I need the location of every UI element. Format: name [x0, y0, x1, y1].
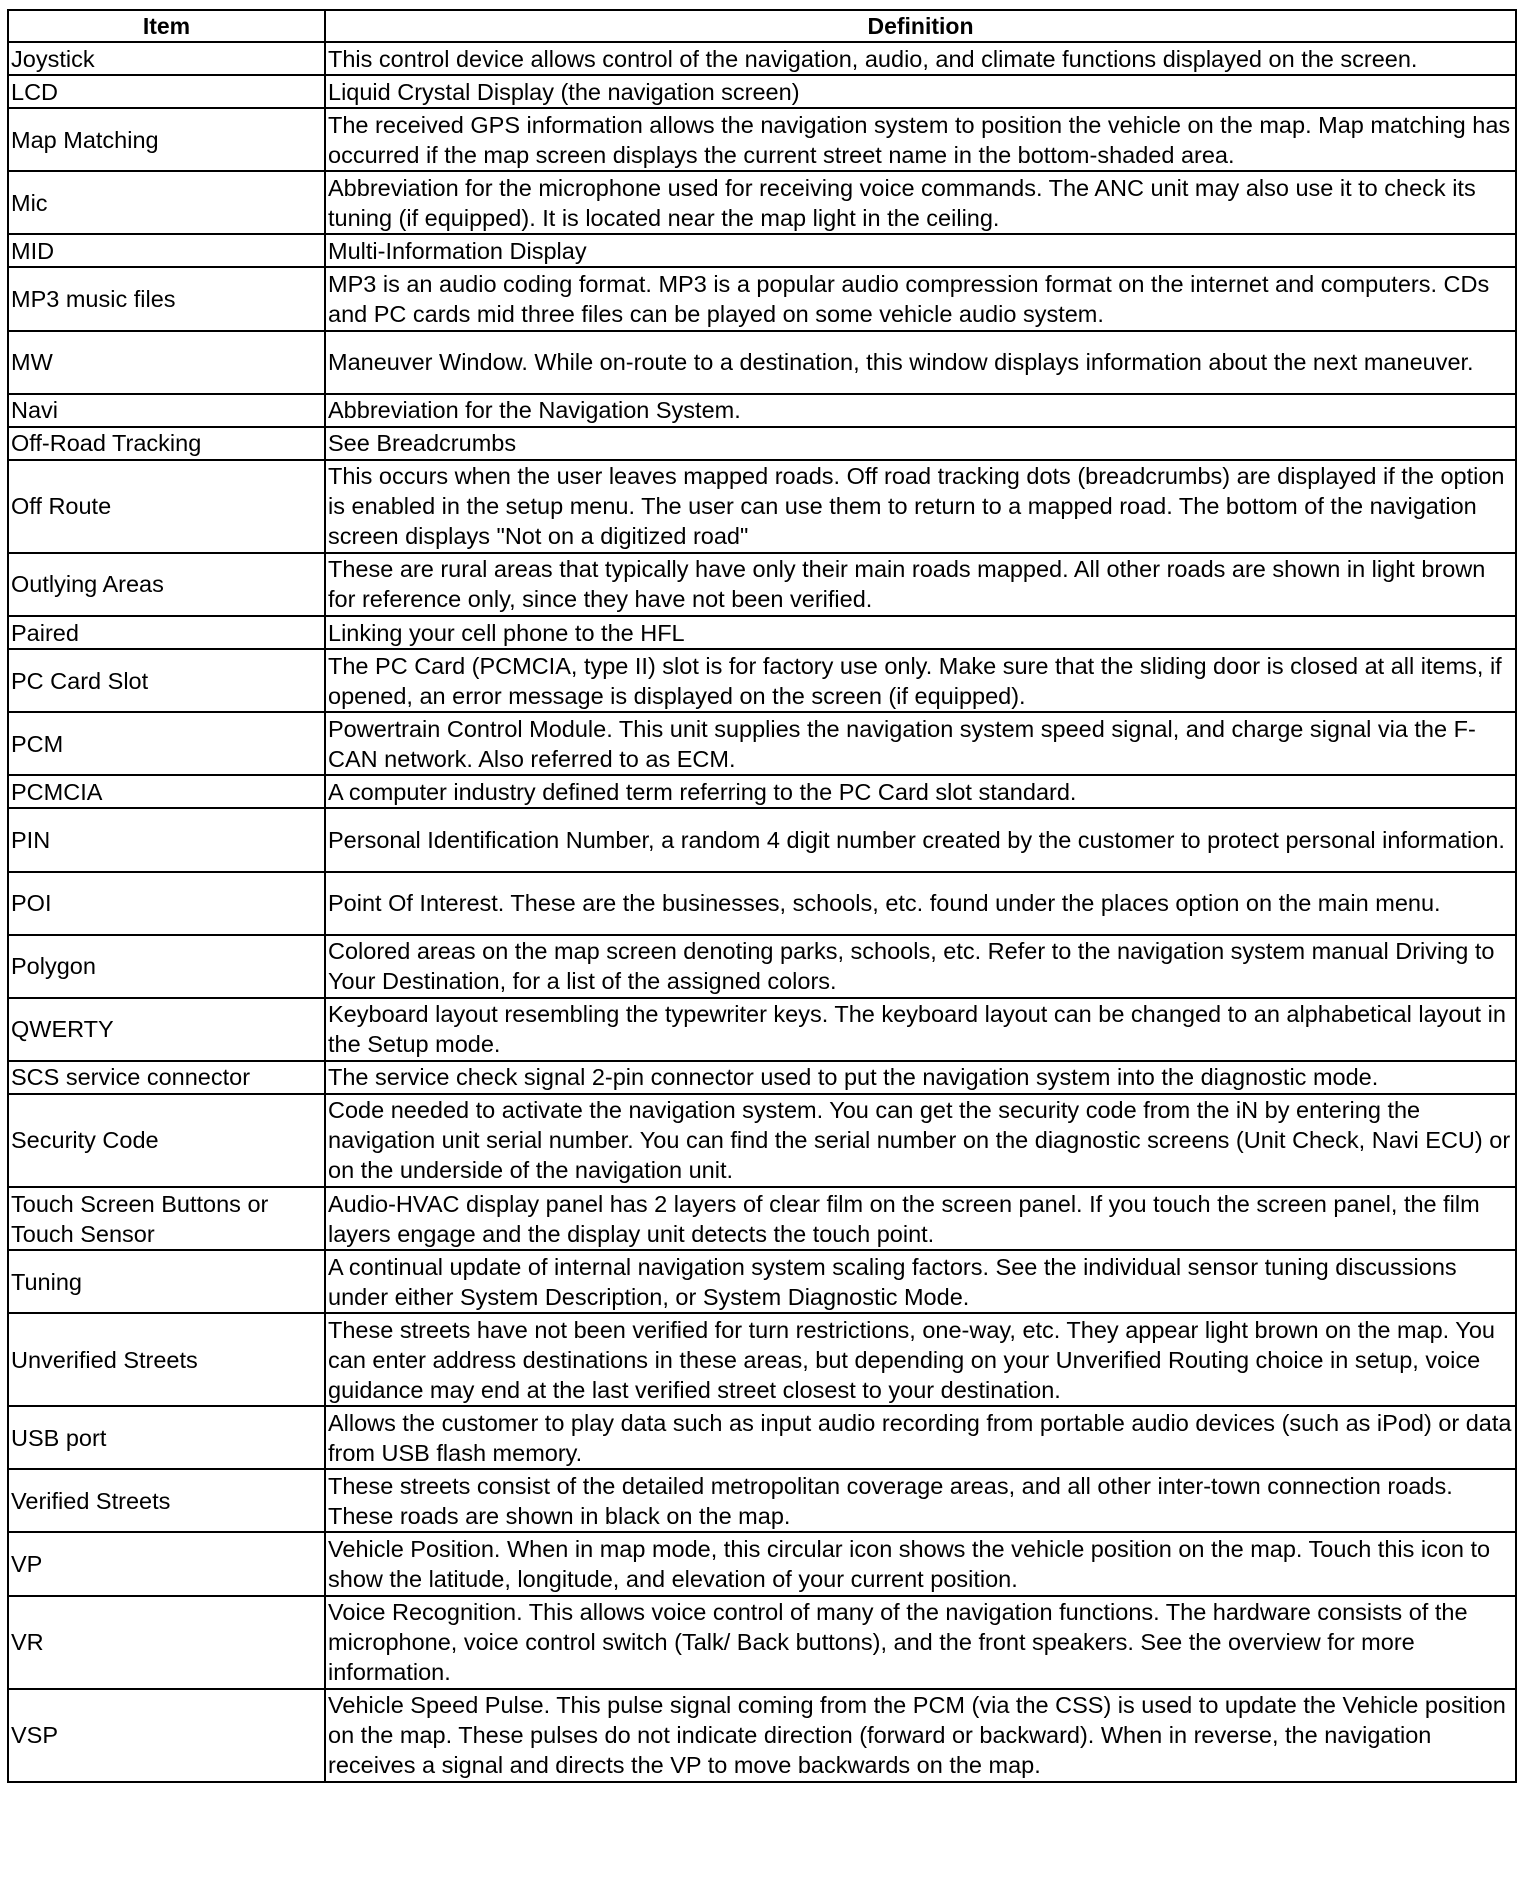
definition-cell: Audio-HVAC display panel has 2 layers of clear film on the screen panel. If you touch the screen panel, the film layers engage and the display unit detects the touch point. [325, 1187, 1516, 1250]
table-row [8, 616, 1516, 649]
glossary-table [7, 9, 1517, 1783]
definition-cell: This control device allows control of the navigation, audio, and climate functions displayed on the screen. [325, 42, 1516, 75]
table-row [8, 234, 1516, 267]
item-cell: Unverified Streets [8, 1313, 325, 1406]
item-cell: MID [8, 234, 325, 267]
item-cell: Map Matching [8, 108, 325, 171]
definition-cell: These streets consist of the detailed metropolitan coverage areas, and all other inter-town connection roads. These roads are shown in black on the map. [325, 1469, 1516, 1532]
item-cell: VSP [8, 1689, 325, 1782]
table-row [8, 712, 1516, 775]
table-row [8, 1187, 1516, 1250]
item-cell: Security Code [8, 1094, 325, 1187]
item-cell: SCS service connector [8, 1061, 325, 1094]
table-row [8, 1689, 1516, 1782]
definition-cell: Abbreviation for the Navigation System. [325, 394, 1516, 427]
definition-cell: Linking your cell phone to the HFL [325, 616, 1516, 649]
item-cell: Verified Streets [8, 1469, 325, 1532]
item-cell: Paired [8, 616, 325, 649]
item-cell: POI [8, 872, 325, 935]
definition-cell: Maneuver Window. While on-route to a destination, this window displays information about the next maneuver. [325, 331, 1516, 394]
item-cell: Touch Screen Buttons or Touch Sensor [8, 1187, 325, 1250]
item-cell: Outlying Areas [8, 553, 325, 616]
item-cell: Navi [8, 394, 325, 427]
table-row [8, 1406, 1516, 1469]
item-cell: Off-Road Tracking [8, 427, 325, 460]
table-row [8, 75, 1516, 108]
table-row [8, 872, 1516, 935]
definition-cell: These are rural areas that typically have only their main roads mapped. All other roads are shown in light brown for reference only, since they have not been verified. [325, 553, 1516, 616]
item-cell: Mic [8, 171, 325, 234]
table-row [8, 108, 1516, 171]
table-row [8, 460, 1516, 553]
table-row [8, 267, 1516, 330]
table-row [8, 775, 1516, 808]
item-cell: PIN [8, 808, 325, 871]
item-cell: USB port [8, 1406, 325, 1469]
definition-cell: Code needed to activate the navigation system. You can get the security code from the iN by entering the navigation unit serial number. You can find the serial number on the diagnostic screens (Unit Check, Navi ECU) or on the underside of the navigation unit. [325, 1094, 1516, 1187]
table-row [8, 394, 1516, 427]
definition-cell: The PC Card (PCMCIA, type II) slot is for factory use only. Make sure that the sliding door is closed at all items, if opened, an error message is displayed on the screen (if equipped). [325, 649, 1516, 712]
table-row [8, 935, 1516, 998]
table-row [8, 1313, 1516, 1406]
definition-cell: Personal Identification Number, a random 4 digit number created by the customer to protect personal information. [325, 808, 1516, 871]
table-row [8, 1469, 1516, 1532]
definition-cell: Point Of Interest. These are the businesses, schools, etc. found under the places option on the main menu. [325, 872, 1516, 935]
table-row [8, 1596, 1516, 1689]
item-cell: PC Card Slot [8, 649, 325, 712]
table-row [8, 1532, 1516, 1595]
definition-cell: Powertrain Control Module. This unit supplies the navigation system speed signal, and charge signal via the F-CAN network. Also referred to as ECM. [325, 712, 1516, 775]
definition-cell: A computer industry defined term referring to the PC Card slot standard. [325, 775, 1516, 808]
table-row [8, 331, 1516, 394]
definition-cell: Liquid Crystal Display (the navigation screen) [325, 75, 1516, 108]
item-cell: PCM [8, 712, 325, 775]
item-cell: MP3 music files [8, 267, 325, 330]
definition-cell: MP3 is an audio coding format. MP3 is a popular audio compression format on the internet and computers. CDs and PC cards mid three files can be played on some vehicle audio system. [325, 267, 1516, 330]
item-cell: VR [8, 1596, 325, 1689]
item-cell: Joystick [8, 42, 325, 75]
table-row [8, 42, 1516, 75]
column-header-item: Item [8, 10, 325, 42]
table-row [8, 1250, 1516, 1313]
definition-cell: A continual update of internal navigation system scaling factors. See the individual sensor tuning discussions under either System Description, or System Diagnostic Mode. [325, 1250, 1516, 1313]
item-cell: LCD [8, 75, 325, 108]
item-cell: QWERTY [8, 998, 325, 1061]
header-row [8, 10, 1516, 42]
definition-cell: See Breadcrumbs [325, 427, 1516, 460]
definition-cell: Multi-Information Display [325, 234, 1516, 267]
definition-cell: Vehicle Speed Pulse. This pulse signal coming from the PCM (via the CSS) is used to update the Vehicle position on the map. These pulses do not indicate direction (forward or backward). When in reverse, the navigation receives a signal and directs the VP to move backwards on the map. [325, 1689, 1516, 1782]
table-row [8, 1094, 1516, 1187]
table-row [8, 427, 1516, 460]
item-cell: MW [8, 331, 325, 394]
table-row [8, 553, 1516, 616]
item-cell: PCMCIA [8, 775, 325, 808]
item-cell: VP [8, 1532, 325, 1595]
table-row [8, 649, 1516, 712]
item-cell: Off Route [8, 460, 325, 553]
definition-cell: The received GPS information allows the navigation system to position the vehicle on the map. Map matching has occurred if the map screen displays the current street name in the bottom-shaded area. [325, 108, 1516, 171]
table-body [8, 42, 1516, 1782]
definition-cell: These streets have not been verified for turn restrictions, one-way, etc. They appear light brown on the map. You can enter address destinations in these areas, but depending on your Unverified Routing choice in setup, voice guidance may end at the last verified street closest to your destination. [325, 1313, 1516, 1406]
table-row [8, 1061, 1516, 1094]
definition-cell: Keyboard layout resembling the typewriter keys. The keyboard layout can be changed to an alphabetical layout in the Setup mode. [325, 998, 1516, 1061]
definition-cell: Allows the customer to play data such as input audio recording from portable audio devices (such as iPod) or data from USB flash memory. [325, 1406, 1516, 1469]
column-header-definition: Definition [325, 10, 1516, 42]
definition-cell: Abbreviation for the microphone used for receiving voice commands. The ANC unit may also use it to check its tuning (if equipped). It is located near the map light in the ceiling. [325, 171, 1516, 234]
item-cell: Tuning [8, 1250, 325, 1313]
table-row [8, 998, 1516, 1061]
table-row [8, 171, 1516, 234]
definition-cell: This occurs when the user leaves mapped roads. Off road tracking dots (breadcrumbs) are displayed if the option is enabled in the setup menu. The user can use them to return to a mapped road. The bottom of the navigation screen displays "Not on a digitized road" [325, 460, 1516, 553]
definition-cell: The service check signal 2-pin connector used to put the navigation system into the diagnostic mode. [325, 1061, 1516, 1094]
item-cell: Polygon [8, 935, 325, 998]
definition-cell: Vehicle Position. When in map mode, this circular icon shows the vehicle position on the map. Touch this icon to show the latitude, longitude, and elevation of your current position. [325, 1532, 1516, 1595]
definition-cell: Colored areas on the map screen denoting parks, schools, etc. Refer to the navigation system manual Driving to Your Destination, for a list of the assigned colors. [325, 935, 1516, 998]
definition-cell: Voice Recognition. This allows voice control of many of the navigation functions. The hardware consists of the microphone, voice control switch (Talk/ Back buttons), and the front speakers. See the overview for more information. [325, 1596, 1516, 1689]
table-row [8, 808, 1516, 871]
